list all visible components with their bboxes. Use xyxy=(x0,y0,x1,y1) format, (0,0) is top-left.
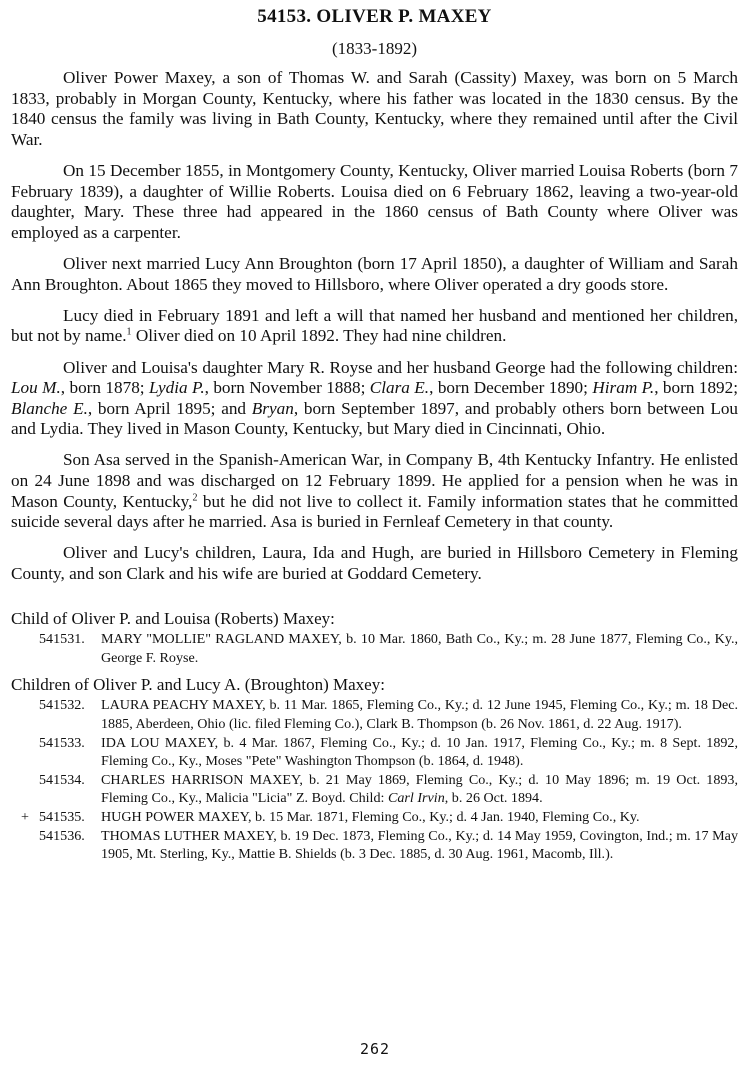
child-number: 541535. xyxy=(39,808,85,825)
paragraph-text: but he did not live to collect it. Family information states that he committed suicide several days after he married. Asa is buried in Fernleaf Cemetery in that county. xyxy=(11,491,738,532)
paragraph-asa xyxy=(11,450,738,532)
child-text: IDA LOU MAXEY, b. 4 Mar. 1867, Fleming Co., Ky.; d. 10 Jan. 1917, Fleming Co., Ky.; m. 8 Sept. 1892, Fleming Co., Ky., Moses "Pete" Washington Thompson (b. 1864, d. 1948). xyxy=(101,734,738,770)
child-text: MARY "MOLLIE" RAGLAND MAXEY, b. 10 Mar. 1860, Bath Co., Ky.; m. 28 June 1877, Fleming Co., Ky., George F. Royse. xyxy=(101,631,738,666)
child-text-part: CHARLES HARRISON MAXEY, b. 21 May 1869, Fleming Co., Ky.; d. 10 May 1896; m. 19 Oct. 1893, Fleming Co., Ky., Malicia "Licia" Z. Boyd. Child: xyxy=(101,771,738,807)
children-heading: Child of Oliver P. and Louisa (Roberts) Maxey: xyxy=(11,609,335,629)
child-number: 541531. xyxy=(39,631,85,648)
paragraph-mary-royse xyxy=(11,358,738,440)
child-text xyxy=(101,771,738,808)
child-number: 541532. xyxy=(39,697,85,714)
paragraph-text: Son Asa served in the Spanish-American War, in Company B, 4th Kentucky Infantry. He enlisted on 24 June 1898 and was discharged on 12 February 1899. He applied for a pension when he was in Mason County, Kentucky, xyxy=(11,450,738,511)
children-heading: Children of Oliver P. and Lucy A. (Broughton) Maxey: xyxy=(11,675,385,695)
child-text: THOMAS LUTHER MAXEY, b. 19 Dec. 1873, Fleming Co., Ky.; d. 14 May 1959, Covington, Ind.; m. 17 May 1905, Mt. Sterling, Ky., Mattie B. Shields (b. 3 Dec. 1885, d. 30 Aug. 1961, Macomb, Ill.). xyxy=(101,827,738,863)
grandchild-name: Lou M. xyxy=(11,378,61,398)
children-list xyxy=(11,696,738,863)
page-number: 262 xyxy=(359,1040,391,1058)
paragraph-text: Lucy died in February 1891 and left a will that named her husband and mentioned her children, but not by name. xyxy=(11,305,738,346)
child-entry xyxy=(11,696,738,733)
child-marker xyxy=(11,827,39,864)
paragraph-text: , born December 1890; xyxy=(429,378,593,398)
child-text-part: , b. 26 Oct. 1894. xyxy=(444,790,543,807)
paragraph-text: , born September 1897, and probably others born between Lou and Lydia. They lived in Mason County, Kentucky, but Mary died in Cincinnati, Ohio. xyxy=(11,398,739,439)
grandchild-name: Carl Irvin xyxy=(387,790,445,807)
paragraph-burials: Oliver and Lucy's children, Laura, Ida and Hugh, are buried in Hillsboro Cemetery in Fleming County, and son Clark and his wife are buried at Goddard Cemetery. xyxy=(11,543,738,584)
paragraph-text: , born November 1888; xyxy=(204,378,370,398)
child-entry xyxy=(11,734,738,771)
grandchild-name: Hiram P. xyxy=(592,378,655,398)
child-entry xyxy=(11,630,738,667)
child-number: 541533. xyxy=(39,734,85,751)
footnote-marker: 2 xyxy=(192,491,198,503)
continued-marker: + xyxy=(21,808,29,825)
paragraph-text: Oliver died on 10 April 1892. They had nine children. xyxy=(131,326,507,346)
entry-title: 54153. OLIVER P. MAXEY xyxy=(257,6,492,27)
child-marker xyxy=(11,734,39,771)
paragraph-first-marriage: On 15 December 1855, in Montgomery County, Kentucky, Oliver married Louisa Roberts (born 7 February 1839), a daughter of Willie Roberts. Louisa died on 6 February 1862, leaving a two-year-old daughter, Mary. These three had appeared in the 1860 census of Bath County where Oliver was employed as a carpenter. xyxy=(11,160,738,242)
child-number: 541534. xyxy=(39,771,85,788)
paragraph-second-marriage: Oliver next married Lucy Ann Broughton (born 17 April 1850), a daughter of William and Sarah Ann Broughton. About 1865 they moved to Hillsboro, where Oliver operated a dry goods store. xyxy=(11,253,738,294)
footnote-marker: 1 xyxy=(126,326,132,338)
child-text: LAURA PEACHY MAXEY, b. 11 Mar. 1865, Fleming Co., Ky.; d. 12 June 1945, Fleming Co., Ky.; m. 18 Dec. 1885, Aberdeen, Ohio (lic. filed Fleming Co.), Clark B. Thompson (b. 26 Nov. 1861, d. 22 Aug. 1917). xyxy=(101,697,738,732)
grandchild-name: Clara E. xyxy=(369,378,430,398)
child-entry xyxy=(11,771,738,808)
paragraph-text: , born 1892; xyxy=(654,378,738,398)
child-marker xyxy=(11,630,39,667)
paragraph-text: , born April 1895; and xyxy=(87,398,252,418)
child-marker xyxy=(11,771,39,808)
grandchild-name: Bryan xyxy=(251,398,294,418)
child-marker xyxy=(11,696,39,733)
grandchild-name: Lydia P. xyxy=(148,378,205,398)
child-text: HUGH POWER MAXEY, b. 15 Mar. 1871, Fleming Co., Ky.; d. 4 Jan. 1940, Fleming Co., Ky. xyxy=(101,808,640,825)
paragraph-text: , born 1878; xyxy=(60,378,149,398)
child-number: 541536. xyxy=(39,827,85,844)
life-dates: (1833-1892) xyxy=(332,39,417,58)
paragraph-text: Oliver and Louisa's daughter Mary R. Royse and her husband George had the following children: xyxy=(63,357,738,377)
children-list xyxy=(11,630,738,667)
child-entry xyxy=(11,808,738,827)
paragraph-birth: Oliver Power Maxey, a son of Thomas W. and Sarah (Cassity) Maxey, was born on 5 March 1833, probably in Morgan County, Kentucky, where his father was located in the 1830 census. By the 1840 census the family was living in Bath County, Kentucky, where they remained until after the Civil War. xyxy=(11,68,738,149)
grandchild-name: Blanche E. xyxy=(11,398,88,418)
paragraph-deaths xyxy=(11,306,738,347)
child-entry xyxy=(11,827,738,864)
